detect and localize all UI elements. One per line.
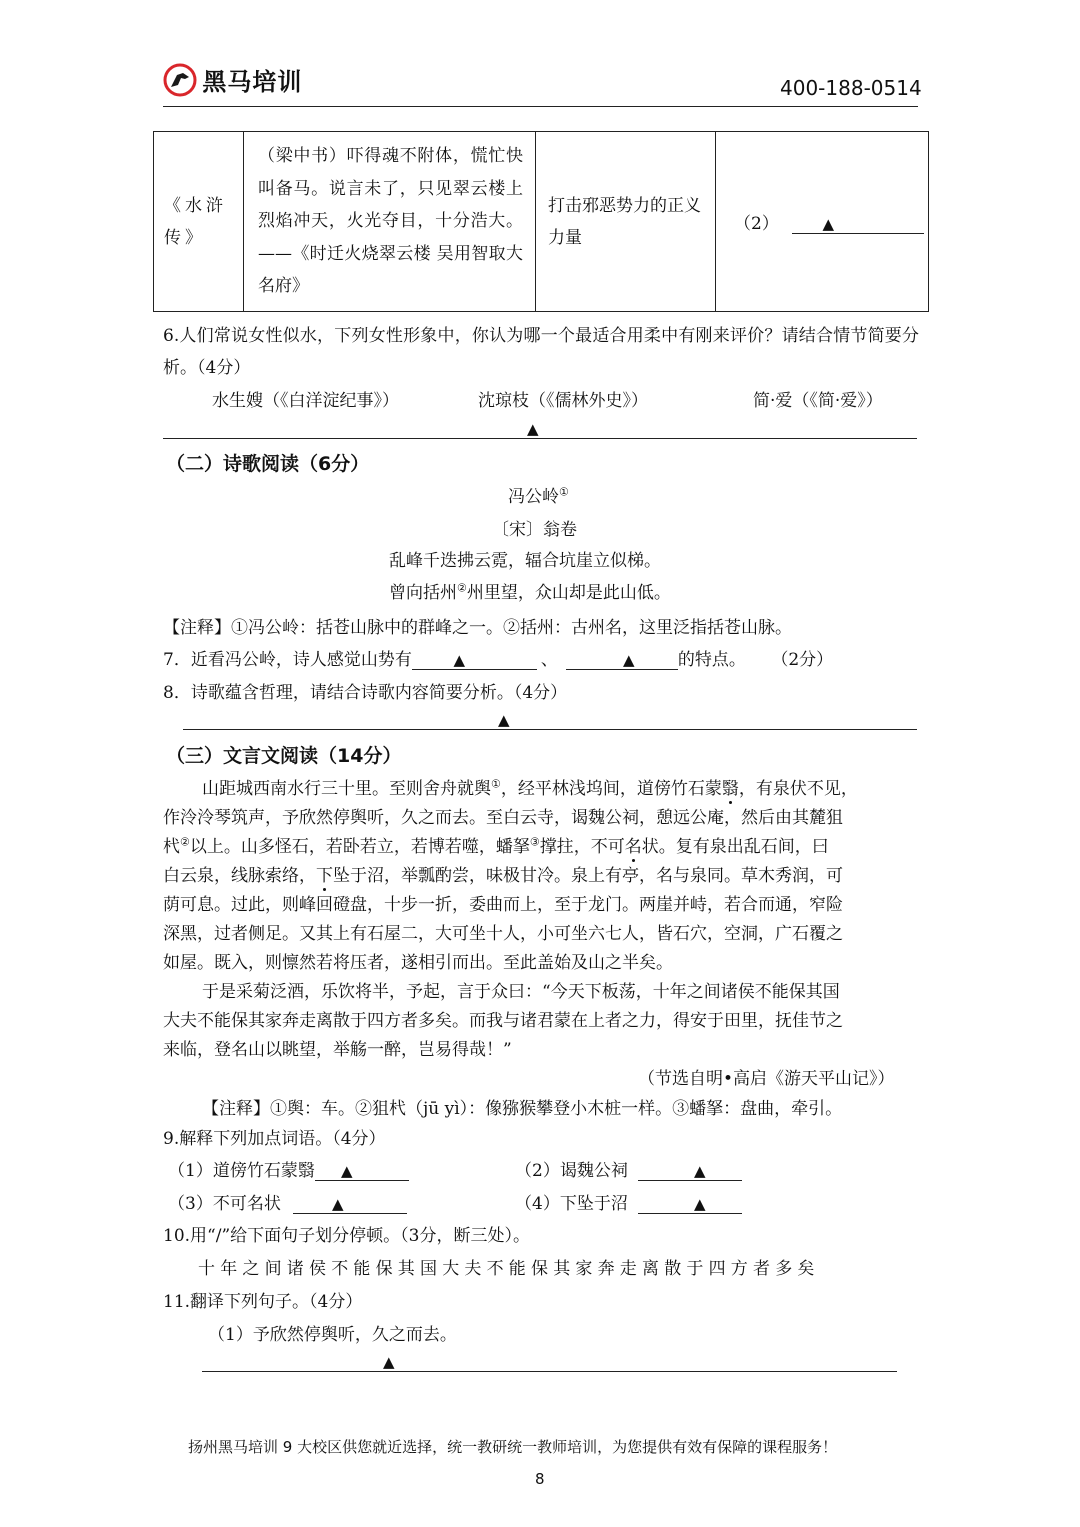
p1-line-6: 深黑，过者侧足。又其上有石屋二，大可坐十人，小可坐六七人，皆石穴，空洞，广石覆之: [163, 924, 843, 944]
poem-line-2-b: 州里望，众山却是此山低。: [466, 583, 671, 603]
poem-title-text: 冯公岭: [508, 487, 559, 507]
q9-item-1-label: （1）道傍竹石蒙翳: [168, 1161, 315, 1181]
answer-line: [716, 209, 928, 234]
triangle-icon: ▲: [341, 1162, 353, 1180]
excerpt-text: （梁中书）吓得魂不附体，慌忙快叫备马。说言未了，只见翠云楼上烈焰冲天，火光夺目，十分浩大。——《时迁火烧翠云楼 吴用智取大名府》: [258, 146, 523, 297]
table-row: [154, 132, 929, 312]
triangle-icon: ▲: [623, 651, 635, 669]
q9-item-2: [515, 1156, 742, 1181]
table-cell-book: [154, 132, 244, 312]
answer-label: （2）: [734, 214, 779, 234]
triangle-icon: ▲: [453, 651, 466, 669]
poem-notes: 【注释】①冯公岭：括苍山脉中的群峰之一。②括州：古州名，这里泛指括苍山脉。: [163, 618, 792, 638]
poetry-heading: （二）诗歌阅读（6分）: [166, 453, 370, 475]
q9-item-4-label: （4）下坠于沼: [515, 1194, 628, 1214]
poem-line-2-note: ②: [457, 581, 467, 595]
triangle-icon: ▲: [822, 215, 834, 233]
q9-blank-3[interactable]: [293, 1195, 407, 1214]
brand-name: 黑马培训: [202, 68, 303, 96]
p2-line-3: 来临，登名山以眺望，举觞一醉，岂易得哉！”: [163, 1040, 512, 1060]
classical-heading: （三）文言文阅读（14分）: [166, 745, 402, 767]
header-divider: [163, 106, 918, 107]
triangle-icon: ▲: [498, 711, 510, 729]
q9-item-2-label: （2）谒魏公祠: [515, 1161, 628, 1181]
p2-line-1: 于是采菊泛酒，乐饮将半，予起，言于众曰：“今天下板荡，十年之间诸侯不能保其国: [202, 982, 840, 1002]
q9-item-3-label: （3）不可名状: [168, 1194, 281, 1214]
classical-source: （节选自明•高启《游天平山记》）: [638, 1069, 895, 1089]
horse-logo-icon: [163, 63, 197, 97]
triangle-icon: ▲: [383, 1353, 395, 1371]
p1-line-5: 荫可息。过此，则峰回磴盘，十步一折，委曲而上，至于龙门。两崖并峙，若合而通，窄险: [163, 895, 843, 915]
poem-line-2-a: 曾向括州: [389, 583, 457, 603]
q10-sentence[interactable]: 十年之间诸侯不能保其国大夫不能保其家奔走离散于四方者多矣: [198, 1259, 820, 1279]
q11-answer-line[interactable]: [202, 1371, 897, 1372]
poem-title-note: ①: [559, 485, 569, 499]
table-cell-excerpt: [244, 132, 536, 312]
poem-line-1: 乱峰千迭拂云霓，辐合坑崖立似梯。: [389, 551, 661, 571]
q9-item-4: [515, 1189, 742, 1214]
q7-score: （2分）: [779, 650, 834, 670]
poem-line-2: [389, 578, 671, 603]
poem-title: [508, 482, 569, 507]
book-title: 《水浒传》: [164, 195, 227, 248]
poem-author: 〔宋〕翁卷: [492, 520, 577, 540]
q7-text-a: 7．近看冯公岭，诗人感觉山势有: [163, 650, 412, 670]
table-cell-answer: [716, 132, 929, 312]
classical-notes: 【注释】①舆：车。②狙杙（jū yì）：像猕猴攀登小木桩一样。③蟠拏：盘曲，牵引。: [202, 1099, 843, 1119]
q8: 8．诗歌蕴含哲理，请结合诗歌内容简要分析。（4分）: [163, 683, 568, 703]
table-cell-theme: [536, 132, 716, 312]
q8-answer-line[interactable]: [183, 729, 917, 730]
page-number: 8: [535, 1470, 545, 1488]
theme-text: 打击邪恶势力的正义力量: [548, 195, 701, 248]
q6-option-1: 水生嫂（《白洋淀纪事》）: [212, 391, 399, 411]
q11-item-1: （1）予欣然停舆听，久之而去。: [208, 1325, 457, 1345]
q9-item-1: [168, 1156, 409, 1181]
q9: 9.解释下列加点词语。（4分）: [163, 1129, 386, 1149]
p2-line-2: 大夫不能保其家奔走离散于四方者多矣。而我与诸君蒙在上者之力，得安于田里，抚佳节之: [163, 1011, 843, 1031]
q7-sep: 、: [540, 650, 558, 670]
footer-slogan: 扬州黑马培训 9 大校区供您就近选择，统一教研统一教师培训，为您提供有效有保障的课程服务！: [188, 1438, 838, 1456]
p1-line-3: 杙②以上。山多怪石，若卧若立，若博若噬，蟠拏③撑拄，不可名状。复有泉出乱石间，曰: [163, 832, 829, 857]
q7-text-b: 的特点。: [677, 650, 746, 670]
reading-table: [153, 131, 929, 312]
q11: 11.翻译下列句子。（4分）: [163, 1292, 363, 1312]
q6-option-3: 简·爱（《简·爱》）: [753, 391, 883, 411]
p1-line-7: 如屋。既入，则懔然若将压者，遂相引而出。至此盖始及山之半矣。: [163, 953, 673, 973]
q7-blank-1[interactable]: [412, 651, 537, 670]
triangle-icon: ▲: [694, 1162, 706, 1180]
q9-blank-1[interactable]: [315, 1162, 409, 1181]
q6-question: 6.人们常说女性似水，下列女性形象中，你认为哪一个最适合用柔中有刚来评价？请结合情节简要分析。（4分）: [163, 326, 919, 378]
q7-blank-2[interactable]: [566, 651, 678, 670]
q6-option-2: 沈琼枝（《儒林外史》）: [478, 391, 648, 411]
header-phone: 400-188-0514: [780, 76, 922, 100]
triangle-icon: ▲: [694, 1195, 706, 1213]
q6-answer-line[interactable]: [163, 438, 917, 439]
q7: [163, 645, 833, 670]
p1-line-1: 山距城西南水行三十里。至则舍舟就舆①，经平林浅坞间，道傍竹石蒙翳，有泉伏不见，: [202, 774, 916, 799]
q9-blank-4[interactable]: [638, 1195, 742, 1214]
triangle-icon: ▲: [527, 420, 539, 438]
triangle-icon: ▲: [332, 1195, 344, 1213]
brand-logo: [163, 62, 302, 97]
answer-blank[interactable]: [792, 215, 924, 234]
q10: 10.用“/”给下面句子划分停顿。（3分，断三处）。: [163, 1226, 530, 1246]
q9-item-3: [168, 1189, 407, 1214]
q9-blank-2[interactable]: [638, 1162, 742, 1181]
p1-line-4: 白云泉，线脉索络，下坠于沼，举瓢酌尝，味极甘冷。泉上有亭，名与泉同。草木秀润，可: [163, 861, 843, 886]
p1-line-2: 作泠泠琴筑声，予欣然停舆听，久之而去。至白云寺，谒魏公祠，憩远公庵，然后由其麓狙: [163, 808, 843, 828]
